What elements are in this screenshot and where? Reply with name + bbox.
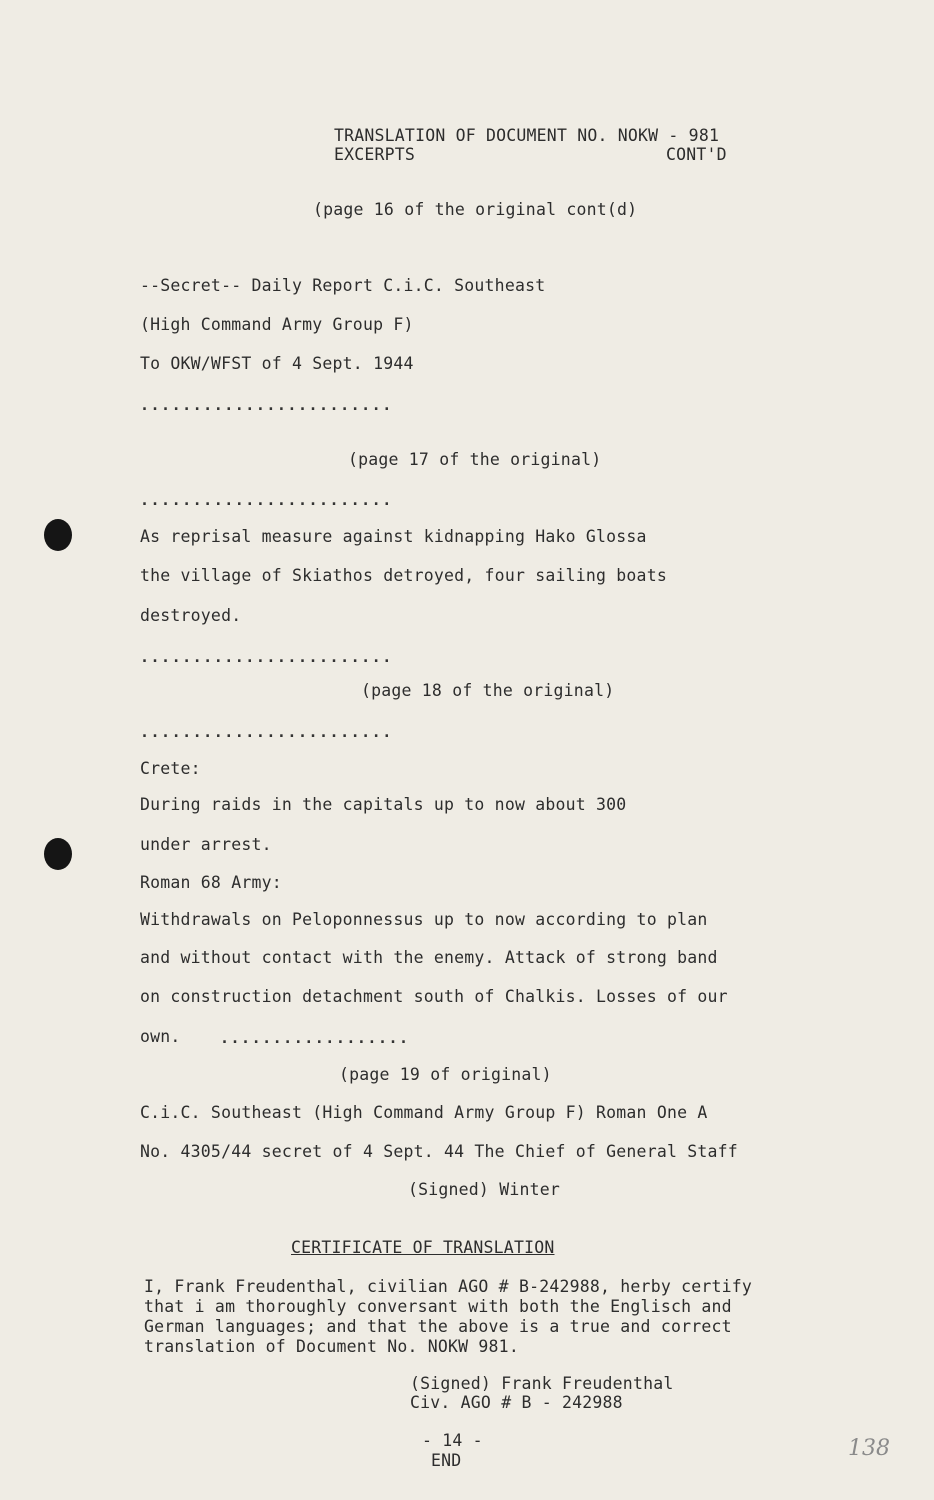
certificate-line-2: that i am thoroughly conversant with both the Englisch and xyxy=(144,1297,732,1316)
cic-line-1: C.i.C. Southeast (High Command Army Group F) Roman One A xyxy=(140,1103,708,1122)
report-to: To OKW/WFST of 4 Sept. 1944 xyxy=(140,354,414,373)
army-line-1: Withdrawals on Peloponnessus up to now according to plan xyxy=(140,910,708,929)
page-19-note: (page 19 of original) xyxy=(339,1065,552,1084)
ellipsis-row-2: ........................ xyxy=(140,491,393,509)
reprisal-line-3: destroyed. xyxy=(140,606,242,625)
report-title: --Secret-- Daily Report C.i.C. Southeast xyxy=(140,276,546,295)
army-label: Roman 68 Army: xyxy=(140,873,282,892)
page-18-note: (page 18 of the original) xyxy=(361,681,615,700)
header-contd: CONT'D xyxy=(666,145,727,164)
crete-line-2: under arrest. xyxy=(140,835,272,854)
ellipsis-row-3: ........................ xyxy=(140,648,393,666)
certificate-line-1: I, Frank Freudenthal, civilian AGO # B-242988, herby certify xyxy=(144,1277,753,1296)
reprisal-line-1: As reprisal measure against kidnapping Hako Glossa xyxy=(140,527,647,546)
certificate-line-3: German languages; and that the above is a true and correct xyxy=(144,1317,732,1336)
header-line-1: TRANSLATION OF DOCUMENT NO. NOKW - 981 xyxy=(334,126,720,145)
crete-line-1: During raids in the capitals up to now about 300 xyxy=(140,795,627,814)
cic-line-2: No. 4305/44 secret of 4 Sept. 44 The Chief of General Staff xyxy=(140,1142,738,1161)
army-line-2: and without contact with the enemy. Attack of strong band xyxy=(140,948,718,967)
ellipsis-row-1: ........................ xyxy=(140,396,393,414)
signed-winter: (Signed) Winter xyxy=(408,1180,561,1199)
page-17-note: (page 17 of the original) xyxy=(348,450,602,469)
army-line-3: on construction detachment south of Chalkis. Losses of our xyxy=(140,987,728,1006)
page-number: - 14 - xyxy=(422,1431,483,1450)
reprisal-line-2: the village of Skiathos detroyed, four sailing boats xyxy=(140,566,667,585)
punch-hole-bottom xyxy=(44,838,72,870)
translator-ago: Civ. AGO # B - 242988 xyxy=(410,1393,623,1412)
crete-label: Crete: xyxy=(140,759,201,778)
punch-hole-top xyxy=(44,519,72,551)
ellipsis-row-5: .................. xyxy=(220,1029,410,1047)
handwritten-page-number: 138 xyxy=(848,1436,890,1461)
certificate-line-4: translation of Document No. NOKW 981. xyxy=(144,1337,519,1356)
header-excerpts: EXCERPTS xyxy=(334,145,416,164)
end-marker: END xyxy=(431,1451,462,1470)
certificate-title: CERTIFICATE OF TRANSLATION xyxy=(291,1238,555,1257)
translator-signature: (Signed) Frank Freudenthal xyxy=(410,1374,674,1393)
ellipsis-row-4: ........................ xyxy=(140,723,393,741)
page-16-note: (page 16 of the original cont(d) xyxy=(313,200,638,219)
report-command: (High Command Army Group F) xyxy=(140,315,414,334)
army-line-4: own. xyxy=(140,1027,181,1046)
